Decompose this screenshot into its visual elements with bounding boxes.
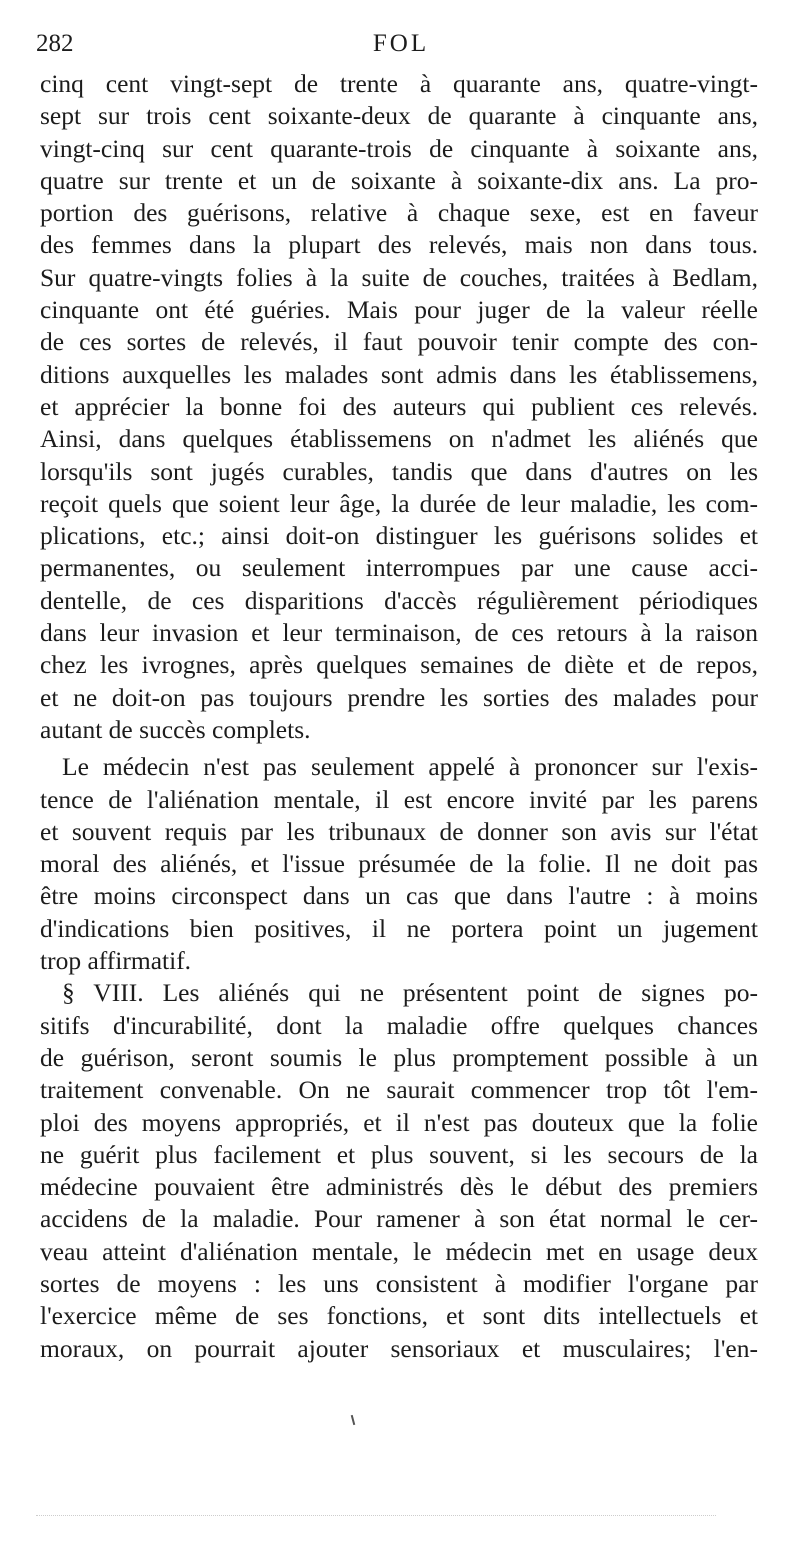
text-line: traitement convenable. On ne saurait commencer trop tôt l'em-	[40, 1075, 758, 1105]
page-bottom-specks	[36, 1515, 716, 1520]
section-heading-line: § VIII. Les aliénés qui ne présentent point de signes po-	[62, 978, 758, 1008]
text-line: d'indications bien positives, il ne portera point un jugement	[40, 913, 758, 943]
text-line: portion des guérisons, relative à chaque sexe, est en faveur	[40, 198, 758, 228]
text-line: dans leur invasion et leur terminaison, de ces retours à la raison	[40, 618, 758, 648]
ink-mark	[351, 1415, 356, 1425]
text-line: lorsqu'ils sont jugés curables, tandis que dans d'autres on les	[40, 456, 758, 486]
text-line: moraux, on pourrait ajouter sensoriaux et musculaires; l'en-	[40, 1333, 758, 1363]
text-line: quatre sur trente et un de soixante à soixante-dix ans. La pro-	[40, 165, 758, 195]
text-line: moral des aliénés, et l'issue présumée de la folie. Il ne doit pas	[40, 849, 758, 879]
text-line: ploi des moyens appropriés, et il n'est pas douteux que la folie	[40, 1107, 758, 1137]
text-line: de guérison, seront soumis le plus promptement possible à un	[40, 1042, 758, 1072]
text-line: tence de l'aliénation mentale, il est encore invité par les parens	[40, 784, 758, 814]
text-line: reçoit quels que soient leur âge, la durée de leur maladie, les com-	[40, 488, 758, 518]
text-line: sortes de moyens : les uns consistent à modifier l'organe par	[40, 1268, 758, 1298]
running-head: FOL	[372, 30, 430, 57]
text-line: autant de succès complets.	[40, 714, 311, 744]
text-line: ditions auxquelles les malades sont admis dans les établissemens,	[40, 359, 758, 389]
text-line: Le médecin n'est pas seulement appelé à prononcer sur l'exis-	[62, 752, 758, 782]
text-line: cinq cent vingt-sept de trente à quarante ans, quatre-vingt-	[40, 69, 758, 98]
text-line: Ainsi, dans quelques établissemens on n'admet les aliénés que	[40, 424, 758, 454]
text-line: permanentes, ou seulement interrompues par une cause acci-	[40, 553, 758, 583]
text-line: l'exercice même de ses fonctions, et sont dits intellectuels et	[40, 1301, 758, 1331]
text-line: Sur quatre-vingts folies à la suite de couches, traitées à Bedlam,	[40, 262, 758, 292]
text-line: plications, etc.; ainsi doit-on distinguer les guérisons solides et	[40, 521, 758, 551]
text-line: ne guérit plus facilement et plus souvent, si les secours de la	[40, 1139, 758, 1169]
text-line: sept sur trois cent soixante-deux de quarante à cinquante ans,	[40, 101, 758, 131]
text-line: de ces sortes de relevés, il faut pouvoir tenir compte des con-	[40, 327, 758, 357]
text-line: des femmes dans la plupart des relevés, mais non dans tous.	[40, 230, 758, 260]
text-line: chez les ivrognes, après quelques semaines de diète et de repos,	[40, 650, 758, 680]
text-line: vingt-cinq sur cent quarante-trois de cinquante à soixante ans,	[40, 133, 758, 163]
page-number: 282	[36, 30, 74, 57]
text-line: trop affirmatif.	[40, 946, 192, 976]
text-line: cinquante ont été guéries. Mais pour juger de la valeur réelle	[40, 295, 758, 325]
text-line: dentelle, de ces disparitions d'accès régulièrement périodiques	[40, 585, 758, 615]
text-line: être moins circonspect dans un cas que dans l'autre : à moins	[40, 881, 758, 911]
text-line: sitifs d'incurabilité, dont la maladie offre quelques chances	[40, 1010, 758, 1040]
text-line: et ne doit-on pas toujours prendre les sorties des malades pour	[40, 682, 758, 712]
page-header	[36, 30, 766, 70]
text-line: et souvent requis par les tribunaux de donner son avis sur l'état	[40, 816, 758, 846]
text-line: veau atteint d'aliénation mentale, le médecin met en usage deux	[40, 1236, 758, 1266]
body-text	[40, 68, 758, 1365]
text-line: et apprécier la bonne foi des auteurs qui publient ces relevés.	[40, 391, 758, 421]
text-line: médecine pouvaient être administrés dès le début des premiers	[40, 1172, 758, 1202]
text-line: accidens de la maladie. Pour ramener à son état normal le cer-	[40, 1204, 758, 1234]
